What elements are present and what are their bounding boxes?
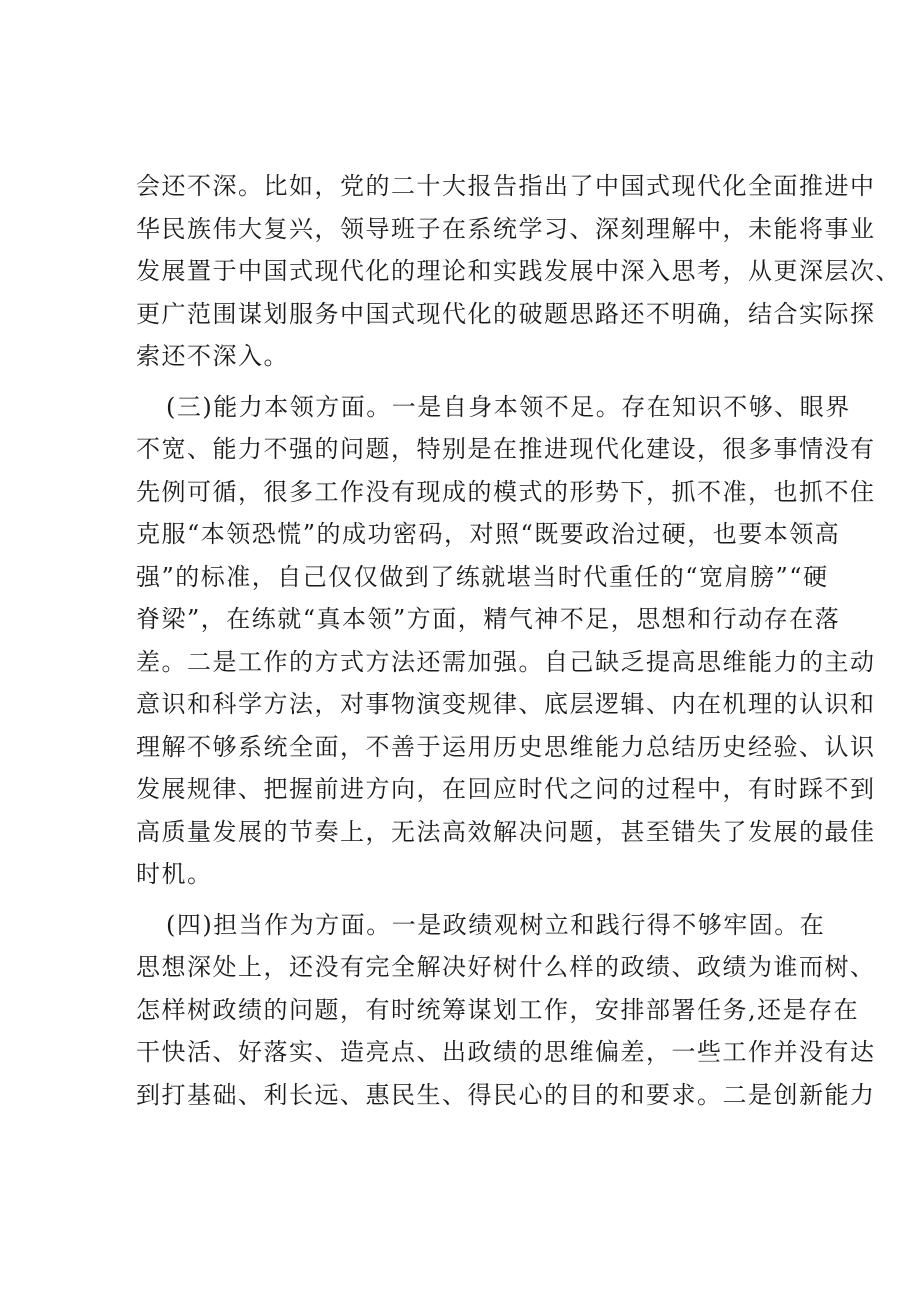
- text-line: 高质量发展的节奏上，无法高效解决问题，甚至错失了发展的最佳: [136, 817, 876, 846]
- text-line: 发展置于中国式现代化的理论和实践发展中深入思考，从更深层次、: [136, 257, 901, 285]
- text-line: 怎样树政绩的问题，有时统筹谋划工作，安排部署任务,还是存在: [136, 995, 860, 1024]
- paragraph-3: [136, 904, 876, 1117]
- text-line: 发展规律、把握前进方向，在回应时代之问的过程中，有时踩不到: [136, 775, 876, 803]
- text-line: 先例可循，很多工作没有现成的模式的形势下，抓不准，也抓不住: [136, 477, 876, 506]
- text-line: 不宽、能力不强的问题，特别是在推进现代化建设，很多事情没有: [136, 435, 876, 463]
- paragraph-1: [136, 165, 901, 378]
- text-line: 更广范围谋划服务中国式现代化的破题思路还不明确，结合实际探: [136, 299, 876, 328]
- document-body: [136, 165, 901, 1116]
- text-line: 理解不够系统全面，不善于运用历史思维能力总结历史经验、认识: [136, 732, 876, 761]
- text-line: 华民族伟大复兴，领导班子在系统学习、深刻理解中，未能将事业: [136, 214, 876, 243]
- text-line: (三)能力本领方面。一是自身本领不足。存在知识不够、眼界: [166, 392, 851, 421]
- text-line: 差。二是工作的方式方法还需加强。自己缺乏提高思维能力的主动: [136, 647, 876, 676]
- text-line: 会还不深。比如，党的二十大报告指出了中国式现代化全面推进中: [136, 172, 876, 200]
- text-line: 强”的标准，自己仅仅做到了练就堪当时代重任的“宽肩膀”“硬: [136, 562, 829, 591]
- text-line: 时机。: [136, 860, 213, 888]
- text-line: 到打基础、利长远、惠民生、得民心的目的和要求。二是创新能力: [136, 1080, 876, 1109]
- text-line: 索还不深入。: [136, 342, 289, 370]
- text-line: 克服“本领恐慌”的成功密码，对照“既要政治过硬，也要本领高: [136, 520, 841, 548]
- text-line: 干快活、好落实、造亮点、出政绩的思维偏差，一些工作并没有达: [136, 1038, 876, 1066]
- text-line: 思想深处上，还没有完全解决好树什么样的政绩、政绩为谁而树、: [136, 953, 876, 981]
- paragraph-2: [136, 386, 876, 896]
- text-line: 意识和科学方法，对事物演变规律、底层逻辑、内在机理的认识和: [136, 690, 876, 718]
- text-line: (四)担当作为方面。一是政绩观树立和践行得不够牢固。在: [166, 910, 826, 939]
- text-line: 脊梁”，在练就“真本领”方面，精气神不足，思想和行动存在落: [136, 605, 841, 633]
